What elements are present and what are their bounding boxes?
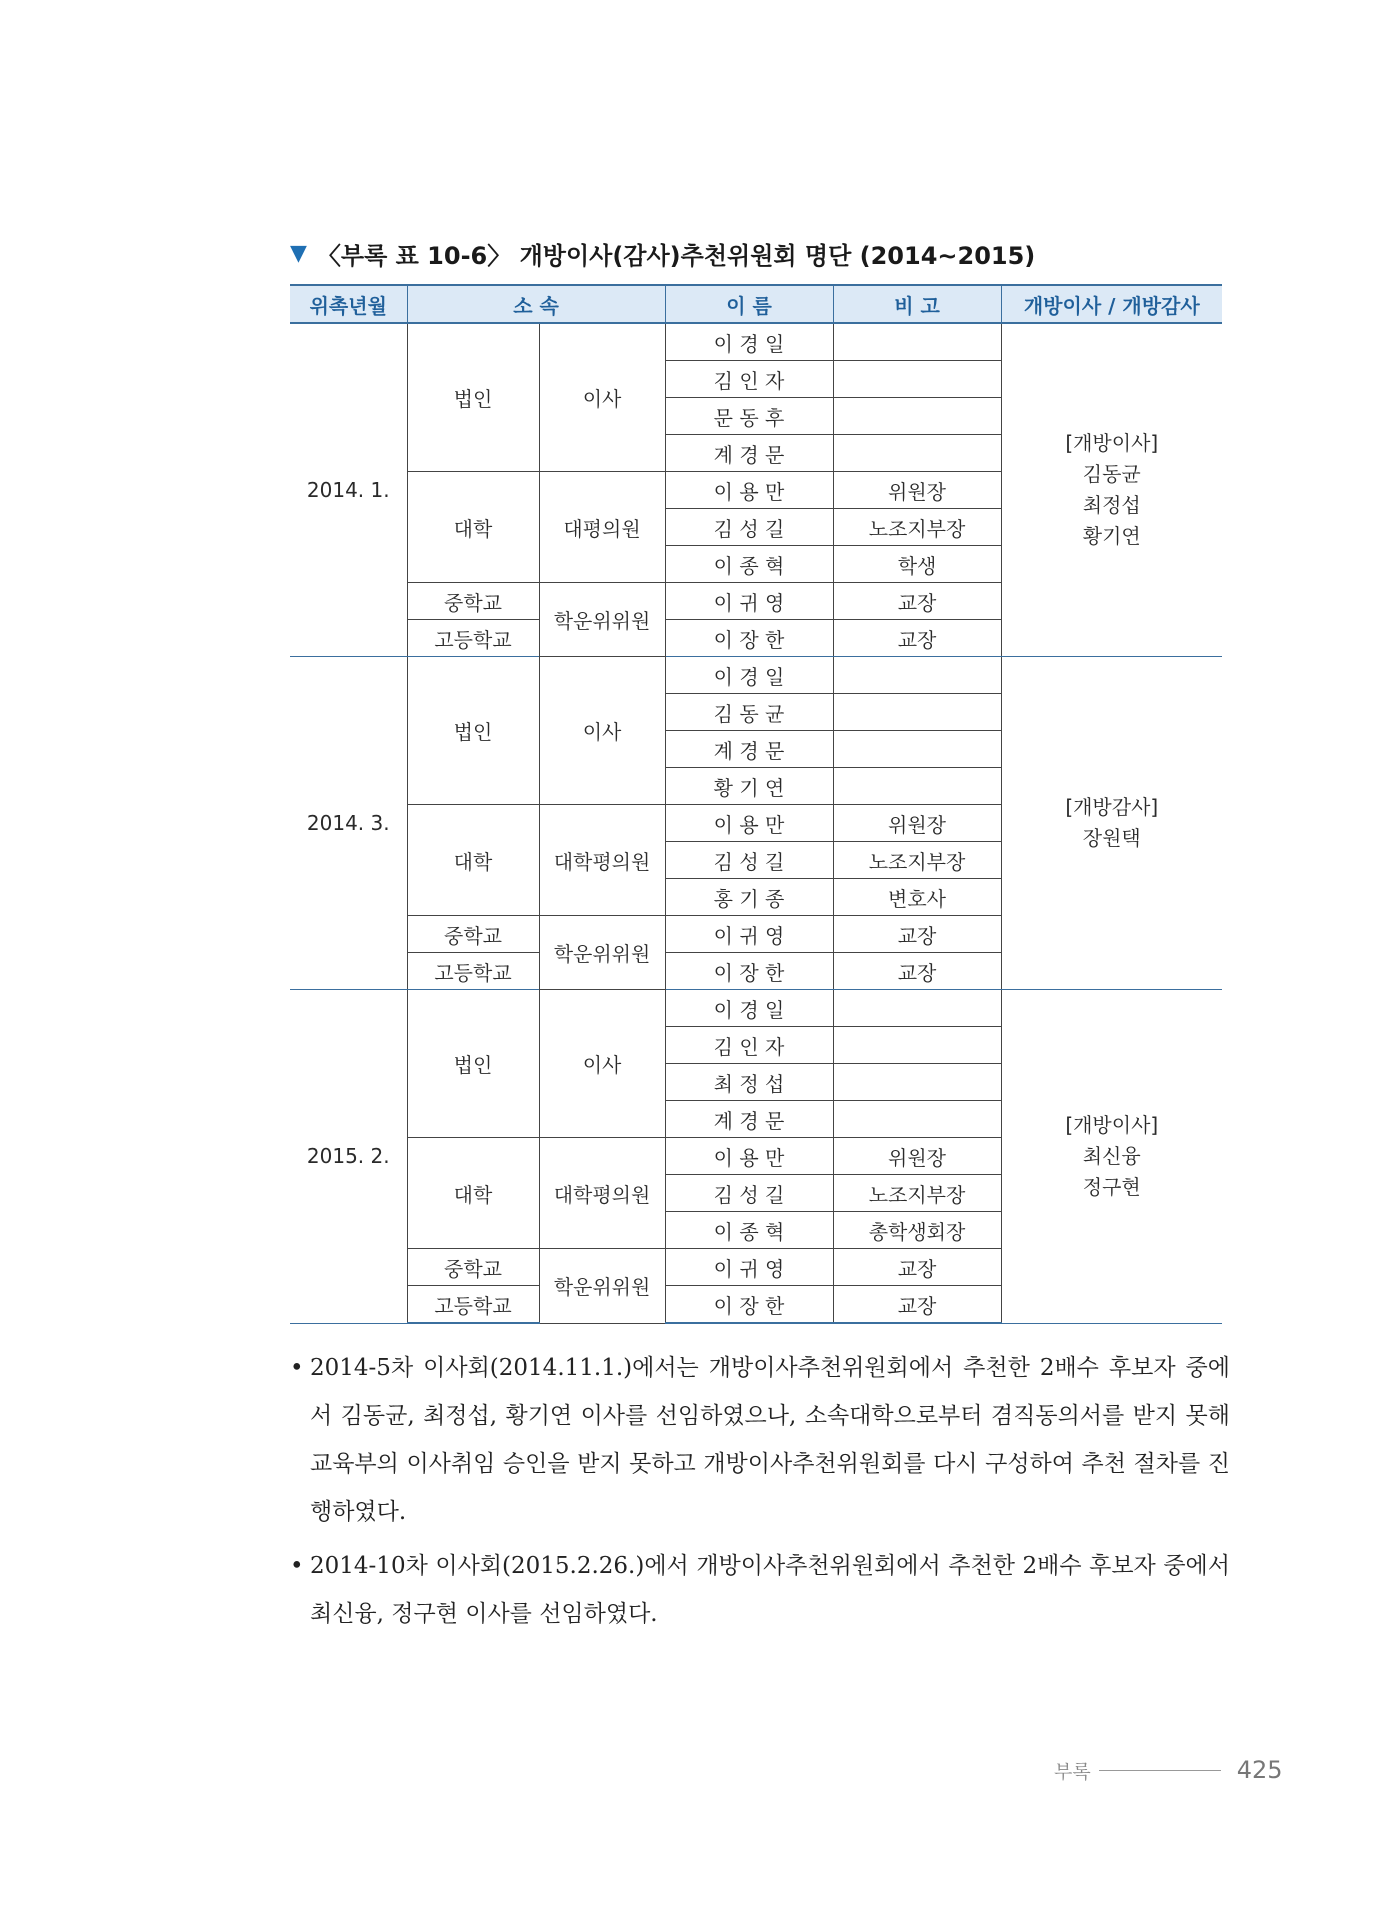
remark-cell: 위원장 — [833, 1138, 1001, 1175]
name-cell: 홍 기 종 — [665, 879, 833, 916]
affiliation-role-cell: 학운위위원 — [539, 1249, 665, 1324]
remark-cell — [833, 1064, 1001, 1101]
remark-cell: 교장 — [833, 1286, 1001, 1324]
bullet-text: 2014-10차 이사회(2015.2.26.)에서 개방이사추천위원회에서 추천한 2배수 후보자 중에서 최신융, 정구현 이사를 선임하였다. — [310, 1553, 1230, 1627]
remark-cell — [833, 694, 1001, 731]
table-row — [290, 323, 1222, 361]
remark-cell — [833, 361, 1001, 398]
footer-section-label: 부록 — [1054, 1760, 1091, 1783]
year-cell: 2015. 2. — [290, 990, 407, 1324]
name-cell: 계 경 문 — [665, 731, 833, 768]
name-cell: 이 용 만 — [665, 805, 833, 842]
name-cell: 황 기 연 — [665, 768, 833, 805]
affiliation-org-cell: 중학교 — [407, 1249, 539, 1286]
name-cell: 최 정 섭 — [665, 1064, 833, 1101]
name-cell: 이 경 일 — [665, 990, 833, 1027]
appointee-line: [개방이사] — [1065, 431, 1159, 455]
affiliation-org-cell: 대학 — [407, 805, 539, 916]
name-cell: 김 동 균 — [665, 694, 833, 731]
name-cell: 이 장 한 — [665, 620, 833, 657]
remark-cell: 학생 — [833, 546, 1001, 583]
remark-cell — [833, 323, 1001, 361]
remark-cell: 교장 — [833, 583, 1001, 620]
name-cell: 이 종 혁 — [665, 1212, 833, 1249]
bullet-text: 2014-5차 이사회(2014.11.1.)에서는 개방이사추천위원회에서 추천한 2배수 후보자 중에서 김동균, 최정섭, 황기연 이사를 선임하였으나, 소속대학으로부터 겸직동의서를 받지 못해 교육부의 이사취임 승인을 받지 못하고 개방이사추천위원회를 다시 구성하여 추천 절차를 진행하였다. — [310, 1355, 1230, 1525]
table-title — [290, 236, 1035, 271]
remark-cell: 위원장 — [833, 805, 1001, 842]
name-cell: 이 귀 영 — [665, 583, 833, 620]
affiliation-role-cell: 이사 — [539, 323, 665, 472]
name-cell: 이 용 만 — [665, 472, 833, 509]
affiliation-role-cell: 학운위위원 — [539, 916, 665, 990]
name-cell: 이 경 일 — [665, 657, 833, 694]
remark-cell — [833, 1101, 1001, 1138]
committee-table — [290, 284, 1222, 1324]
name-cell: 계 경 문 — [665, 435, 833, 472]
affiliation-org-cell: 고등학교 — [407, 1286, 539, 1324]
name-cell: 이 장 한 — [665, 1286, 833, 1324]
header-affiliation: 소 속 — [407, 285, 665, 323]
appointee-line: [개방감사] — [1065, 795, 1159, 819]
bullet-list — [290, 1344, 1230, 1644]
remark-cell: 위원장 — [833, 472, 1001, 509]
table-header-row — [290, 285, 1222, 323]
appointee-line: 황기연 — [1082, 524, 1141, 548]
header-year: 위촉년월 — [290, 285, 407, 323]
affiliation-org-cell: 고등학교 — [407, 620, 539, 657]
appointee-line: 최정섭 — [1082, 493, 1141, 517]
remark-cell: 노조지부장 — [833, 1175, 1001, 1212]
affiliation-org-cell: 대학 — [407, 472, 539, 583]
appointee-line: 김동균 — [1082, 462, 1141, 486]
page-footer — [1054, 1755, 1294, 1785]
page-number: 425 — [1236, 1756, 1283, 1784]
affiliation-org-cell: 중학교 — [407, 583, 539, 620]
appointee-cell — [1001, 990, 1222, 1324]
name-cell: 김 인 자 — [665, 1027, 833, 1064]
name-cell: 이 용 만 — [665, 1138, 833, 1175]
remark-cell — [833, 657, 1001, 694]
table-title-text: 〈부록 표 10-6〉 개방이사(감사)추천위원회 명단 (2014~2015) — [316, 242, 1036, 270]
name-cell: 김 성 길 — [665, 1175, 833, 1212]
affiliation-org-cell: 중학교 — [407, 916, 539, 953]
appointee-line: 정구현 — [1082, 1174, 1141, 1199]
name-cell: 이 경 일 — [665, 323, 833, 361]
affiliation-role-cell: 이사 — [539, 990, 665, 1138]
bullet-item — [290, 1542, 1230, 1638]
affiliation-org-cell: 고등학교 — [407, 953, 539, 990]
remark-cell: 교장 — [833, 953, 1001, 990]
bullet-dot: • — [290, 1355, 304, 1381]
name-cell: 이 귀 영 — [665, 916, 833, 953]
table-row — [290, 657, 1222, 694]
remark-cell: 총학생회장 — [833, 1212, 1001, 1249]
remark-cell: 교장 — [833, 1249, 1001, 1286]
affiliation-role-cell: 대학평의원 — [539, 1138, 665, 1249]
header-remark: 비 고 — [833, 285, 1001, 323]
affiliation-role-cell: 학운위위원 — [539, 583, 665, 657]
remark-cell — [833, 435, 1001, 472]
appointee-line: 최신융 — [1082, 1143, 1141, 1168]
name-cell: 김 성 길 — [665, 842, 833, 879]
name-cell: 문 동 후 — [665, 398, 833, 435]
header-name: 이 름 — [665, 285, 833, 323]
remark-cell — [833, 1027, 1001, 1064]
footer-rule — [1099, 1770, 1221, 1771]
year-cell: 2014. 3. — [290, 657, 407, 990]
name-cell: 계 경 문 — [665, 1101, 833, 1138]
bullet-dot: • — [290, 1553, 304, 1579]
triangle-down-icon: ▼ — [290, 241, 307, 266]
appointee-line: 장원택 — [1082, 826, 1141, 850]
remark-cell — [833, 398, 1001, 435]
affiliation-org-cell: 법인 — [407, 323, 539, 472]
remark-cell: 변호사 — [833, 879, 1001, 916]
remark-cell — [833, 768, 1001, 805]
table-row — [290, 990, 1222, 1027]
appointee-line: [개방이사] — [1065, 1112, 1159, 1137]
name-cell: 김 인 자 — [665, 361, 833, 398]
name-cell: 이 장 한 — [665, 953, 833, 990]
remark-cell — [833, 990, 1001, 1027]
appointee-cell — [1001, 323, 1222, 657]
remark-cell: 노조지부장 — [833, 509, 1001, 546]
affiliation-role-cell: 이사 — [539, 657, 665, 805]
affiliation-role-cell: 대학평의원 — [539, 805, 665, 916]
appointee-cell — [1001, 657, 1222, 990]
affiliation-org-cell: 법인 — [407, 657, 539, 805]
year-cell: 2014. 1. — [290, 323, 407, 657]
remark-cell — [833, 731, 1001, 768]
name-cell: 김 성 길 — [665, 509, 833, 546]
header-appointee: 개방이사 / 개방감사 — [1001, 285, 1222, 323]
affiliation-org-cell: 법인 — [407, 990, 539, 1138]
remark-cell: 교장 — [833, 620, 1001, 657]
affiliation-org-cell: 대학 — [407, 1138, 539, 1249]
affiliation-role-cell: 대평의원 — [539, 472, 665, 583]
remark-cell: 노조지부장 — [833, 842, 1001, 879]
name-cell: 이 귀 영 — [665, 1249, 833, 1286]
bullet-item — [290, 1344, 1230, 1536]
remark-cell: 교장 — [833, 916, 1001, 953]
name-cell: 이 종 혁 — [665, 546, 833, 583]
